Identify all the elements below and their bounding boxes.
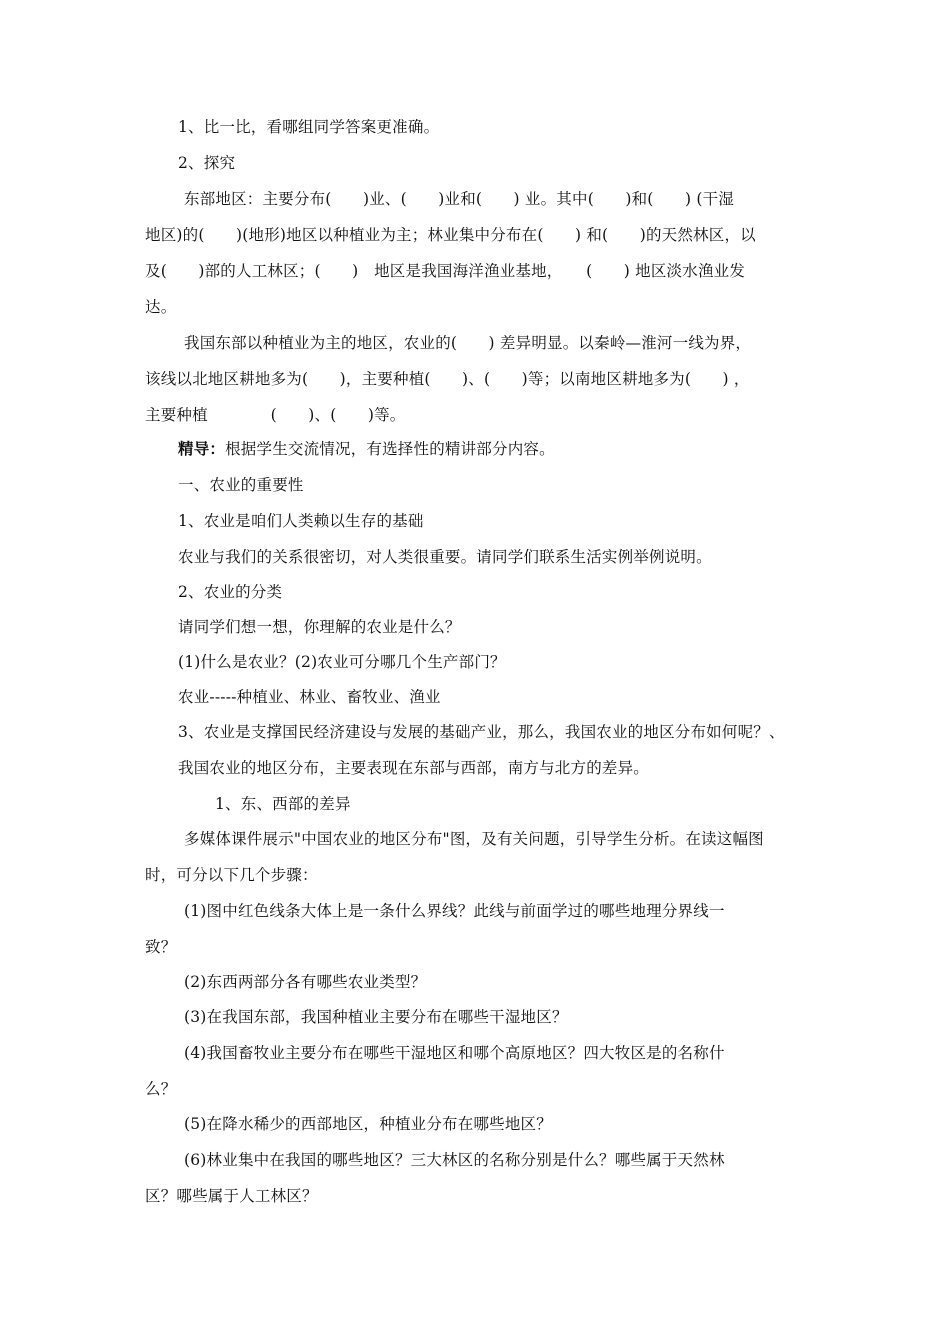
text-line: 东部地区：主要分布( )业、( )业和( ) 业。其中( )和( ) (干湿 (184, 190, 734, 208)
text-line: 么？ (145, 1080, 177, 1098)
section-heading: 一、农业的重要性 (178, 476, 304, 494)
question-item: (1)图中红色线条大体上是一条什么界线？此线与前面学过的哪些地理分界线一 (184, 902, 725, 920)
text-line: 2、探究 (178, 154, 236, 172)
text-line: 达。 (145, 298, 177, 316)
text-line: (1)什么是农业？(2)农业可分哪几个生产部门？ (178, 653, 506, 671)
text-line: 1、比一比，看哪组同学答案更准确。 (178, 118, 440, 136)
text-line: 1、农业是咱们人类赖以生存的基础 (178, 512, 424, 530)
text-line: 2、农业的分类 (178, 583, 283, 601)
text-line: 该线以北地区耕地多为( )，主要种植( )、( )等；以南地区耕地多为( ) ， (145, 370, 750, 388)
text-line: 致？ (145, 938, 177, 956)
text-line: 3、农业是支撑国民经济建设与发展的基础产业，那么，我国农业的地区分布如何呢？、 (178, 723, 785, 741)
question-item: (5)在降水稀少的西部地区，种植业分布在哪些地区？ (184, 1115, 552, 1133)
question-item: (4)我国畜牧业主要分布在哪些干湿地区和哪个高原地区？四大牧区是的名称什 (184, 1044, 725, 1062)
text-line: 多媒体课件展示"中国农业的地区分布"图，及有关问题，引导学生分析。在读这幅图 (184, 830, 764, 848)
text-line: 农业-----种植业、林业、畜牧业、渔业 (178, 688, 441, 706)
text-line: 请同学们想一想，你理解的农业是什么？ (178, 618, 461, 636)
text-line: 地区)的( )(地形)地区以种植业为主；林业集中分布在( ) 和( )的天然林区，以 (145, 226, 756, 244)
text-line: 区？哪些属于人工林区？ (145, 1187, 318, 1205)
text-line: 及( )部的人工林区；( ) 地区是我国海洋渔业基地， ( ) 地区淡水渔业发 (145, 262, 746, 280)
text-line: 我国农业的地区分布，主要表现在东部与西部，南方与北方的差异。 (178, 759, 650, 777)
text-line: 我国东部以种植业为主的地区，农业的( ) 差异明显。以秦岭—淮河一线为界， (184, 334, 752, 352)
text-line: 主要种植 ( )、( )等。 (145, 406, 406, 424)
jingdao-label: 精导： (178, 439, 226, 458)
jingdao-text: 根据学生交流情况，有选择性的精讲部分内容。 (225, 440, 555, 458)
question-item: (3)在我国东部，我国种植业主要分布在哪些干湿地区？ (184, 1008, 568, 1026)
jingdao-paragraph (178, 439, 555, 459)
text-line: 农业与我们的关系很密切，对人类很重要。请同学们联系生活实例举例说明。 (178, 548, 712, 566)
section-heading: 1、东、西部的差异 (215, 795, 351, 813)
question-item: (2)东西两部分各有哪些农业类型？ (184, 973, 427, 991)
text-line: 时，可分以下几个步骤： (145, 866, 318, 884)
question-item: (6)林业集中在我国的哪些地区？三大林区的名称分别是什么？哪些属于天然林 (184, 1151, 725, 1169)
